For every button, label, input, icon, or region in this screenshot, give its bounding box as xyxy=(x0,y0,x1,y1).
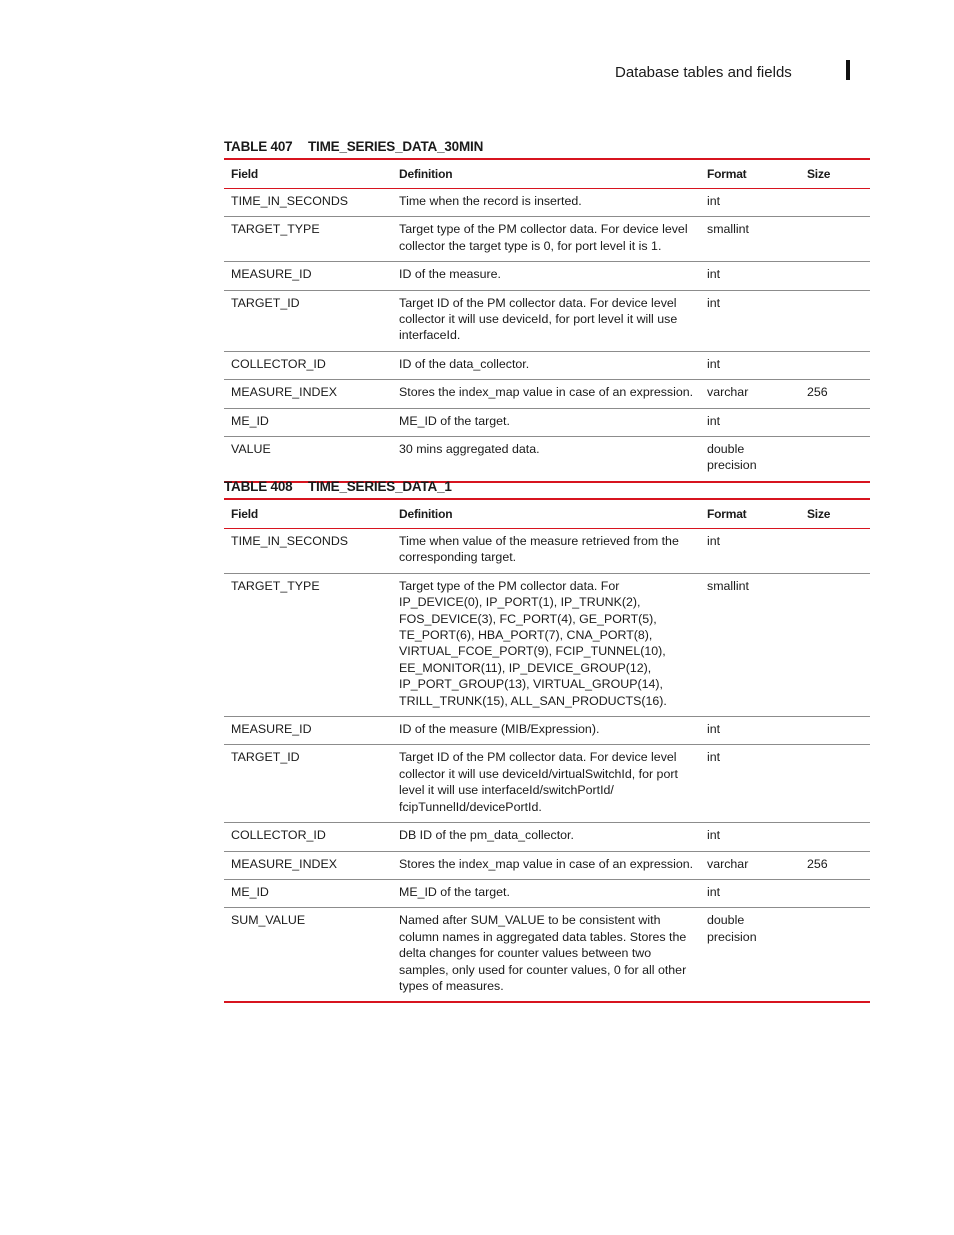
cell-field: TARGET_ID xyxy=(224,290,392,351)
column-header-format: Format xyxy=(707,167,747,181)
table-caption-name: TIME_SERIES_DATA_30MIN xyxy=(308,139,484,154)
cell-format: int xyxy=(700,262,800,290)
cell-definition: 30 mins aggregated data. xyxy=(392,437,700,482)
cell-format: int xyxy=(700,351,800,379)
cell-definition: ME_ID of the target. xyxy=(392,879,700,907)
table-row xyxy=(224,908,870,1003)
running-header-title: Database tables and fields xyxy=(615,64,792,81)
cell-format: int xyxy=(700,290,800,351)
cell-definition: ME_ID of the target. xyxy=(392,408,700,436)
cell-format: int xyxy=(700,879,800,907)
table-caption xyxy=(224,136,870,158)
cell-size xyxy=(800,823,870,851)
data-table xyxy=(224,158,870,483)
column-header-field: Field xyxy=(231,507,259,521)
cell-definition: DB ID of the pm_data_collector. xyxy=(392,823,700,851)
table-row xyxy=(224,189,870,217)
cell-definition: Time when the record is inserted. xyxy=(392,189,700,217)
cell-format: varchar xyxy=(700,851,800,879)
cell-field: TARGET_TYPE xyxy=(224,217,392,262)
cell-definition: Target ID of the PM collector data. For device level collector it will use deviceId, for port level it will use interfaceId. xyxy=(392,290,700,351)
cell-field: MEASURE_INDEX xyxy=(224,380,392,408)
cell-format: smallint xyxy=(700,573,800,716)
table-row xyxy=(224,380,870,408)
cell-field: ME_ID xyxy=(224,879,392,907)
cell-size xyxy=(800,573,870,716)
table-row xyxy=(224,351,870,379)
cell-field: COLLECTOR_ID xyxy=(224,823,392,851)
table-row xyxy=(224,879,870,907)
cell-definition: Named after SUM_VALUE to be consistent with column names in aggregated data tables. Stores the delta changes for counter values between two samples, only used for counter values, 0 for all other types of measures. xyxy=(392,908,700,1003)
cell-size xyxy=(800,351,870,379)
column-header-format: Format xyxy=(707,507,747,521)
cell-field: TARGET_ID xyxy=(224,745,392,823)
table-row xyxy=(224,262,870,290)
cell-format: int xyxy=(700,408,800,436)
cell-definition: Target type of the PM collector data. For IP_DEVICE(0), IP_PORT(1), IP_TRUNK(2), FOS_DEVICE(3), FC_PORT(4), GE_PORT(5), TE_PORT(6), HBA_PORT(7), CNA_PORT(8), VIRTUAL_FCOE_PORT(9), FCIP_TUNNEL(10), EE_MONITOR(11), IP_DEVICE_GROUP(12), IP_PORT_GROUP(13), VIRTUAL_GROUP(14), TRILL_TRUNK(15), ALL_SAN_PRODUCTS(16). xyxy=(392,573,700,716)
cell-format: int xyxy=(700,717,800,745)
cell-size: 256 xyxy=(800,380,870,408)
table-408 xyxy=(224,476,870,1003)
table-row xyxy=(224,529,870,574)
table-row xyxy=(224,823,870,851)
cell-field: MEASURE_INDEX xyxy=(224,851,392,879)
cell-size xyxy=(800,745,870,823)
cell-definition: Target type of the PM collector data. For device level collector the target type is 0, for port level it is 1. xyxy=(392,217,700,262)
table-caption xyxy=(224,476,870,498)
chapter-marker-bar xyxy=(846,60,850,80)
cell-field: TIME_IN_SECONDS xyxy=(224,189,392,217)
column-header-definition: Definition xyxy=(399,507,453,521)
cell-field: COLLECTOR_ID xyxy=(224,351,392,379)
cell-size xyxy=(800,290,870,351)
cell-definition: ID of the measure (MIB/Expression). xyxy=(392,717,700,745)
data-table xyxy=(224,498,870,1003)
cell-definition: ID of the data_collector. xyxy=(392,351,700,379)
cell-size xyxy=(800,529,870,574)
cell-field: ME_ID xyxy=(224,408,392,436)
cell-format: double precision xyxy=(700,908,800,1003)
cell-format: int xyxy=(700,529,800,574)
table-row xyxy=(224,217,870,262)
cell-format: int xyxy=(700,745,800,823)
table-caption-name: TIME_SERIES_DATA_1 xyxy=(308,479,452,494)
cell-field: VALUE xyxy=(224,437,392,482)
cell-definition: Target ID of the PM collector data. For device level collector it will use deviceId/virtualSwitchId, for port level it will use interfaceId/switchPortId/ fcipTunnelId/devicePortId. xyxy=(392,745,700,823)
cell-field: SUM_VALUE xyxy=(224,908,392,1003)
cell-definition: Stores the index_map value in case of an expression. xyxy=(392,380,700,408)
table-row xyxy=(224,851,870,879)
cell-size xyxy=(800,217,870,262)
table-caption-number: TABLE 407 xyxy=(224,139,293,154)
cell-field: MEASURE_ID xyxy=(224,262,392,290)
table-row xyxy=(224,408,870,436)
column-header-definition: Definition xyxy=(399,167,453,181)
cell-definition: ID of the measure. xyxy=(392,262,700,290)
cell-size xyxy=(800,908,870,1003)
cell-size xyxy=(800,879,870,907)
cell-field: TARGET_TYPE xyxy=(224,573,392,716)
table-row xyxy=(224,745,870,823)
cell-size xyxy=(800,262,870,290)
table-caption-number: TABLE 408 xyxy=(224,479,293,494)
cell-size xyxy=(800,189,870,217)
table-407 xyxy=(224,136,870,483)
cell-field: TIME_IN_SECONDS xyxy=(224,529,392,574)
column-header-size: Size xyxy=(807,167,831,181)
cell-format: smallint xyxy=(700,217,800,262)
column-header-field: Field xyxy=(231,167,259,181)
table-header-row xyxy=(224,499,870,529)
table-row xyxy=(224,290,870,351)
cell-format: varchar xyxy=(700,380,800,408)
column-header-size: Size xyxy=(807,507,831,521)
cell-definition: Stores the index_map value in case of an expression. xyxy=(392,851,700,879)
cell-field: MEASURE_ID xyxy=(224,717,392,745)
cell-definition: Time when value of the measure retrieved from the corresponding target. xyxy=(392,529,700,574)
cell-format: double precision xyxy=(700,437,800,482)
cell-size: 256 xyxy=(800,851,870,879)
table-header-row xyxy=(224,159,870,189)
table-row xyxy=(224,717,870,745)
table-row xyxy=(224,573,870,716)
cell-size xyxy=(800,408,870,436)
cell-size xyxy=(800,717,870,745)
cell-format: int xyxy=(700,189,800,217)
cell-format: int xyxy=(700,823,800,851)
